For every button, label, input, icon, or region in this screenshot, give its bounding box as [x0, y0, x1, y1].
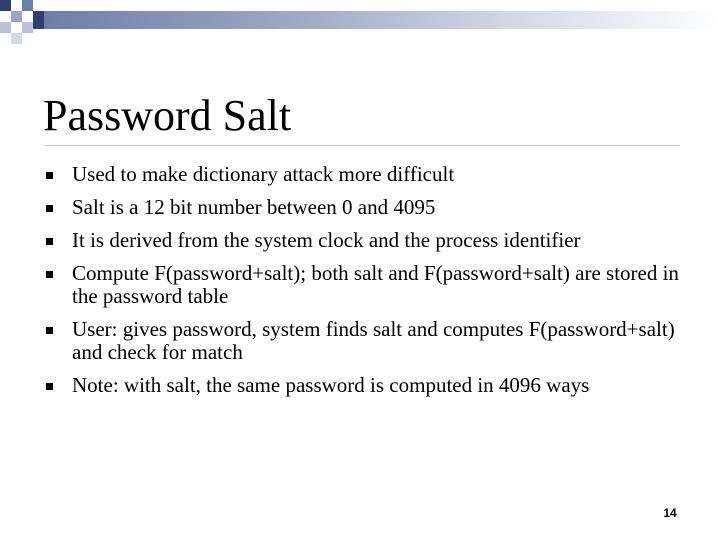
square-bullet-icon [46, 172, 53, 179]
corner-decoration [0, 0, 720, 50]
bullet-list [44, 163, 684, 407]
bullet-text: Compute F(password+salt); both salt and F(password+salt) are stored in the password table [72, 261, 679, 308]
page-number: 14 [663, 506, 677, 520]
header-gradient-bar [44, 11, 720, 29]
corner-square [22, 22, 33, 33]
corner-square [0, 22, 11, 33]
square-bullet-icon [46, 271, 53, 278]
bullet-text: Used to make dictionary attack more difficult [72, 162, 455, 186]
square-bullet-icon [46, 383, 53, 390]
title-divider [44, 145, 680, 146]
bullet-item [44, 229, 684, 252]
corner-square [33, 11, 44, 29]
corner-square [11, 11, 22, 22]
bullet-text: It is derived from the system clock and the process identifier [72, 228, 581, 252]
bullet-text: User: gives password, system finds salt and computes F(password+salt) and check for match [72, 317, 675, 364]
corner-square [11, 33, 22, 44]
square-bullet-icon [46, 205, 53, 212]
slide-title: Password Salt [43, 91, 292, 140]
corner-square [0, 0, 11, 11]
bullet-item [44, 163, 684, 186]
square-bullet-icon [46, 238, 53, 245]
bullet-item [44, 374, 684, 397]
bullet-item [44, 262, 684, 308]
bullet-item [44, 318, 684, 364]
bullet-item [44, 196, 684, 219]
bullet-text: Note: with salt, the same password is computed in 4096 ways [72, 373, 590, 397]
corner-square [22, 0, 33, 11]
bullet-text: Salt is a 12 bit number between 0 and 4095 [72, 195, 436, 219]
square-bullet-icon [46, 327, 53, 334]
